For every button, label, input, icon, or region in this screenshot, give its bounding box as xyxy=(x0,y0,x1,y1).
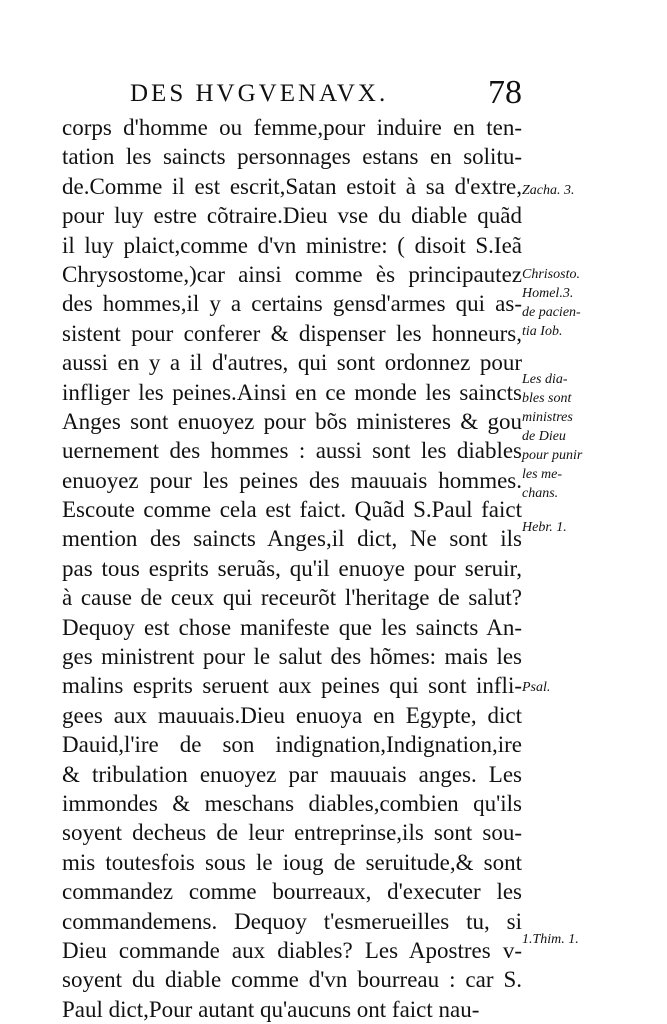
text-line: sistent pour conferer & dispenser les honneurs, xyxy=(62,320,522,346)
text-line: & tribulation enuoyez par mauuais anges. Les xyxy=(62,761,522,787)
text-line: soyent du diable comme d'vn bourreau : car S. xyxy=(62,967,522,993)
text-line: de.Comme il est escrit,Satan estoit à sa d'extre, xyxy=(62,173,522,199)
text-line: ges ministrent pour le salut des hõmes: mais les xyxy=(62,644,522,670)
margin-note-timothee xyxy=(522,930,662,949)
margin-note-line: tia Iob. xyxy=(522,324,563,339)
body-text xyxy=(62,113,522,1024)
text-line: Paul dict,Pour autant qu'aucuns ont faict nau- xyxy=(62,996,480,1022)
text-line: pas tous esprits seruãs, qu'il enuoye pour seruir, xyxy=(62,555,522,581)
text-line: tation les saincts personnages estans en solitu- xyxy=(62,144,522,170)
text-line: Anges sont enuoyez pour bõs ministeres & gou xyxy=(62,408,522,434)
margin-note-line: de pacien- xyxy=(522,305,581,320)
text-line: des hommes,il y a certains gensd'armes qui as- xyxy=(62,291,522,317)
margin-note-hebreux xyxy=(522,518,662,537)
text-line: uernement des hommes : aussi sont les diables xyxy=(62,438,522,464)
text-line: Chrysostome,)car ainsi comme ès principautez xyxy=(62,261,522,287)
text-line: commandez comme bourreaux, d'executer les xyxy=(62,879,522,905)
text-line: Dieu commande aux diables? Les Apostres v- xyxy=(62,937,522,963)
text-line: infliger les peines.Ainsi en ce monde les saincts xyxy=(62,379,522,405)
margin-note-line: Hebr. 1. xyxy=(522,520,567,535)
text-line: Dequoy est chose manifeste que les saincts An- xyxy=(62,614,522,640)
running-title: DES HVGVENAVX. xyxy=(130,80,389,107)
margin-note-line: chans. xyxy=(522,486,559,501)
margin-note-line: Homel.3. xyxy=(522,286,574,301)
text-line: pour luy estre cõtraire.Dieu vse du diable quãd xyxy=(62,203,522,229)
margin-note-line: les me- xyxy=(522,467,563,482)
text-line: malins esprits seruent aux peines qui sont infli- xyxy=(62,673,522,699)
text-line: mis toutesfois sous le ioug de seruitude,& sont xyxy=(62,849,522,875)
margin-note-line: Zacha. 3. xyxy=(522,183,575,198)
margin-note-line: Psal. xyxy=(522,680,551,695)
margin-note-diables-ministres xyxy=(522,370,662,503)
text-line: il luy plaict,comme d'vn ministre: ( disoit S.Ieã xyxy=(62,232,522,258)
margin-note-line: de Dieu xyxy=(522,429,566,444)
text-line: commandemens. Dequoy t'esmerueilles tu, si xyxy=(62,908,522,934)
text-line: Escoute comme cela est faict. Quãd S.Paul faict xyxy=(62,497,522,523)
margin-note-psaume xyxy=(522,678,662,697)
margin-note-line: 1.Thim. 1. xyxy=(522,932,579,947)
page-number: 78 xyxy=(488,74,522,111)
margin-note-line: Chrisosto. xyxy=(522,267,580,282)
margin-note-line: Les dia- xyxy=(522,372,568,387)
text-line: aussi en y a il d'autres, qui sont ordonnez pour xyxy=(62,350,522,376)
margin-note-zacharie xyxy=(522,181,662,200)
text-line: immondes & meschans diables,combien qu'ils xyxy=(62,790,522,816)
text-line: soyent decheus de leur entreprinse,ils sont sou- xyxy=(62,820,522,846)
margin-note-line: ministres xyxy=(522,410,573,425)
text-line: corps d'homme ou femme,pour induire en ten- xyxy=(62,115,522,140)
margin-note-line: pour punir xyxy=(522,448,583,463)
text-line: Dauid,l'ire de son indignation,Indignation,ire xyxy=(62,732,522,758)
text-line: gees aux mauuais.Dieu enuoya en Egypte, dict xyxy=(62,702,522,728)
text-line: mention des saincts Anges,il dict, Ne sont ils xyxy=(62,526,522,552)
text-line: à cause de ceux qui receurõt l'heritage de salut? xyxy=(62,585,522,611)
margin-note-chrysostome xyxy=(522,265,662,341)
text-line: enuoyez pour les peines des mauuais hommes. xyxy=(62,467,522,493)
margin-note-line: bles sont xyxy=(522,391,572,406)
